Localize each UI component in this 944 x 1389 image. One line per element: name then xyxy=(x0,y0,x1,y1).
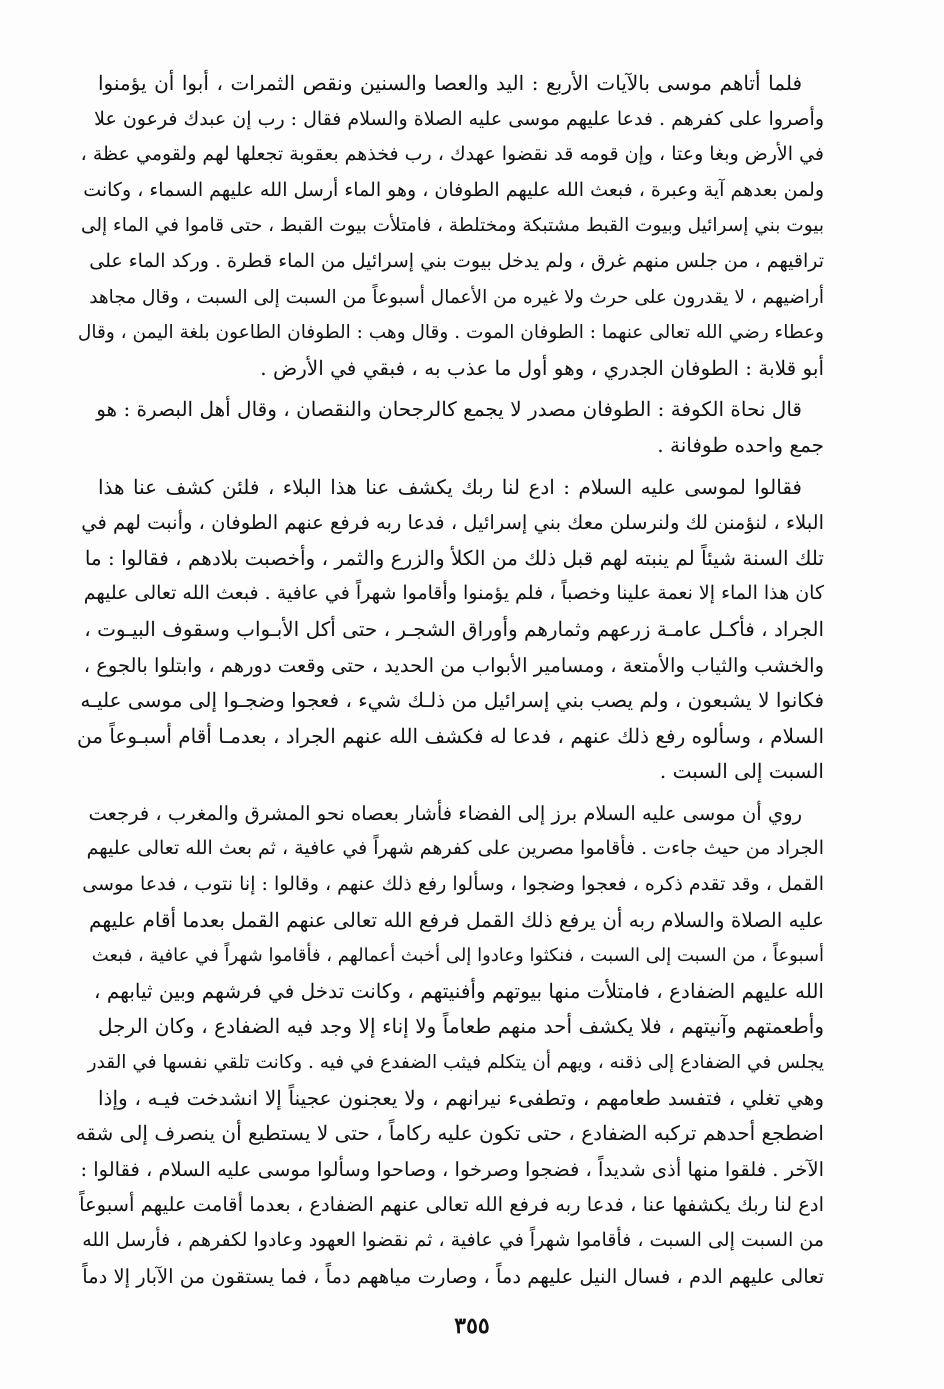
text-line: فلما أتاهم موسى بالآيات الأربع : اليد والعصا والسنين ونقص الثمرات ، أبوا أن يؤمنوا xyxy=(98,71,802,95)
text-line: بيوت بني إسرائيل وبيوت القبط مشتبكة ومختلطة ، فامتلأت بيوت القبط ، حتى قاموا في الماء إلى xyxy=(80,215,824,237)
text-line: كان هذا الماء إلا نعمة علينا وخصباً ، فلم يؤمنوا وأقاموا شهراً في عافية . فبعث الله تعالى عليهم xyxy=(83,582,824,605)
text-line: فقالوا لموسى عليه السلام : ادع لنا ربك يكشف عنا هذا البلاء ، فلئن كشف عنا هذا xyxy=(98,474,802,499)
body-text xyxy=(75,66,846,1294)
text-line: تعالى عليهم الدم ، فسال النيل عليهم دماً ، وصارت مياههم دماً ، فما يستقون من الآبار إلا دماً xyxy=(82,1264,824,1288)
text-line: من السبت إلى السبت ، فأقاموا شهراً في عافية ، ثم نقضوا العهود وعادوا لكفرهم ، فأرسل الله xyxy=(82,1229,824,1251)
text-line: البلاء ، لنؤمنن لك ولنرسلن معك بني إسرائيل ، فدعا ربه فرفع عنهم الطوفان ، وأنبت لهم في xyxy=(81,511,824,535)
paragraph-4 xyxy=(75,796,846,1294)
text-line: السلام ، وسألوه رفع ذلك عنهم ، فدعا له فكشف الله عنهم الجراد ، بعدمـا أقام أسبـوعاً من xyxy=(77,723,824,748)
text-line: عليه الصلاة والسلام ربه أن يرفع ذلك القمل فرفع الله تعالى عنهم القمل بعدما أقام عليهم xyxy=(89,907,824,932)
text-line: القمل ، وقد تقدم ذكره ، فعجوا وضجوا ، وسألوا رفع ذلك عنهم ، وقالوا : إنا نتوب ، فدعا موسى xyxy=(82,873,824,896)
text-line: وأطعمتهم وآنيتهم ، فلا يكشف أحد منهم طعاماً ولا إناء إلا وجد فيه الضفادع ، وكان الرجل xyxy=(98,1014,824,1039)
text-line: يجلس في الضفادع إلى ذقنه ، ويهم أن يتكلم فيثب الضفدع في فيه . وكانت تلقي نفسها في القدر xyxy=(87,1052,824,1074)
text-line: فكانوا لا يشبعون ، ولم يصب بني إسرائيل من ذلـك شيء ، فعجوا وضجـوا إلى موسى عليـه xyxy=(80,688,824,713)
text-line: الجراد ، فأكـل عامـة زرعهم وثمارهم وأوراق الشجـر ، حتى أكل الأبـواب وسقوف البيـوت ، xyxy=(84,616,824,641)
paragraph-1 xyxy=(77,66,846,386)
text-line: ادع لنا ربك يكشفها عنا ، فدعا ربه فرفع الله تعالى عنهم الضفادع ، بعدما أقامت عليهم أسبوعاً xyxy=(79,1193,824,1217)
text-line: الجراد من حيث جاءت . فأقاموا مصرين على كفرهم شهراً في عافية ، ثم بعث الله تعالى عليهم xyxy=(86,837,824,860)
text-line: تراقيهم ، من جلس منهم غرق ، ولم يدخل بيوت بني إسرائيل من الماء قطرة . وركد الماء على xyxy=(89,249,824,272)
text-line: وعطاء رضي الله تعالى عنهما : الطوفان الموت . وقال وهب : الطوفان الطاعون بلغة اليمن ، وقال xyxy=(77,322,824,344)
text-line: الله عليهم الضفادع ، فامتلأت منها بيوتهم وأفنيتهم ، وكانت تدخل في فرشهم وبين ثيابهم ، xyxy=(94,978,824,1003)
text-line: وأصروا على كفرهم . فدعا عليهم موسى عليه الصلاة والسلام فقال : رب إن عبدك فرعون علا xyxy=(94,107,824,130)
text-line: الآخر . فلقوا منها أذى شديداً ، فضجوا وصرخوا ، وصاحوا وسألوا موسى عليه السلام ، فقالوا : xyxy=(80,1157,824,1181)
paragraph-2 xyxy=(98,392,846,463)
text-line: اضطجع أحدهم تركبه الضفادع ، حتى تكون عليه ركاماً ، حتى لا يستطيع أن ينصرف إلى شقه xyxy=(75,1121,824,1146)
text-line: تلك السنة شيئاً لم ينبته لهم قبل ذلك من الكلأ والزرع والثمر ، وأخصبت بلادهم ، فقالوا : ما xyxy=(84,545,824,570)
text-line: أراضيهم ، لا يقدرون على حرث ولا غيره من الأعمال أسبوعاً من السبت إلى السبت ، وقال مجاهد xyxy=(89,286,824,308)
text-line: قال نحاة الكوفة : الطوفان مصدر لا يجمع كالرجحان والنقصان ، وقال أهل البصرة : هو xyxy=(96,397,802,422)
text-line: أسبوعاً ، من السبت إلى السبت ، فنكثوا وعادوا إلى أخبث أعمالهم ، فأقاموا شهراً في عافية ، فبعث xyxy=(91,945,824,967)
page-number: ٣٥٥ xyxy=(454,1313,490,1339)
text-line: في الأرض وبغا وعتا ، وإن قومه قد نقضوا عهدك ، رب فخذهم بعقوبة تجعلها لهم ولقومي عظة ، xyxy=(80,143,824,166)
text-line: جمع واحده طوفانة . xyxy=(657,432,824,457)
text-line: وهي تغلي ، فتفسد طعامهم ، وتطفىء نيرانهم ، ولا يعجنون عجيناً إلا انشدخت فيـه ، وإذا xyxy=(98,1085,824,1110)
text-line: روي أن موسى عليه السلام برز إلى الفضاء فأشار بعصاه نحو المشرق والمغرب ، فرجعت xyxy=(88,801,802,825)
text-line: والخشب والثياب والأمتعة ، ومسامير الأبواب من الحديد ، حتى وقعت دورهم ، وابتلوا بالجوع ، xyxy=(83,653,824,677)
paragraph-3 xyxy=(77,470,846,790)
text-line: السبت إلى السبت . xyxy=(659,759,824,784)
text-line: أبو قلابة : الطوفان الجدري ، وهو أول ما عذب به ، فبقي في الأرض . xyxy=(260,355,824,380)
text-line: ولمن بعدهم آية وعبرة ، فبعث الله عليهم الطوفان ، وهو الماء أرسل الله عليهم السماء ، وكانت xyxy=(83,178,824,201)
